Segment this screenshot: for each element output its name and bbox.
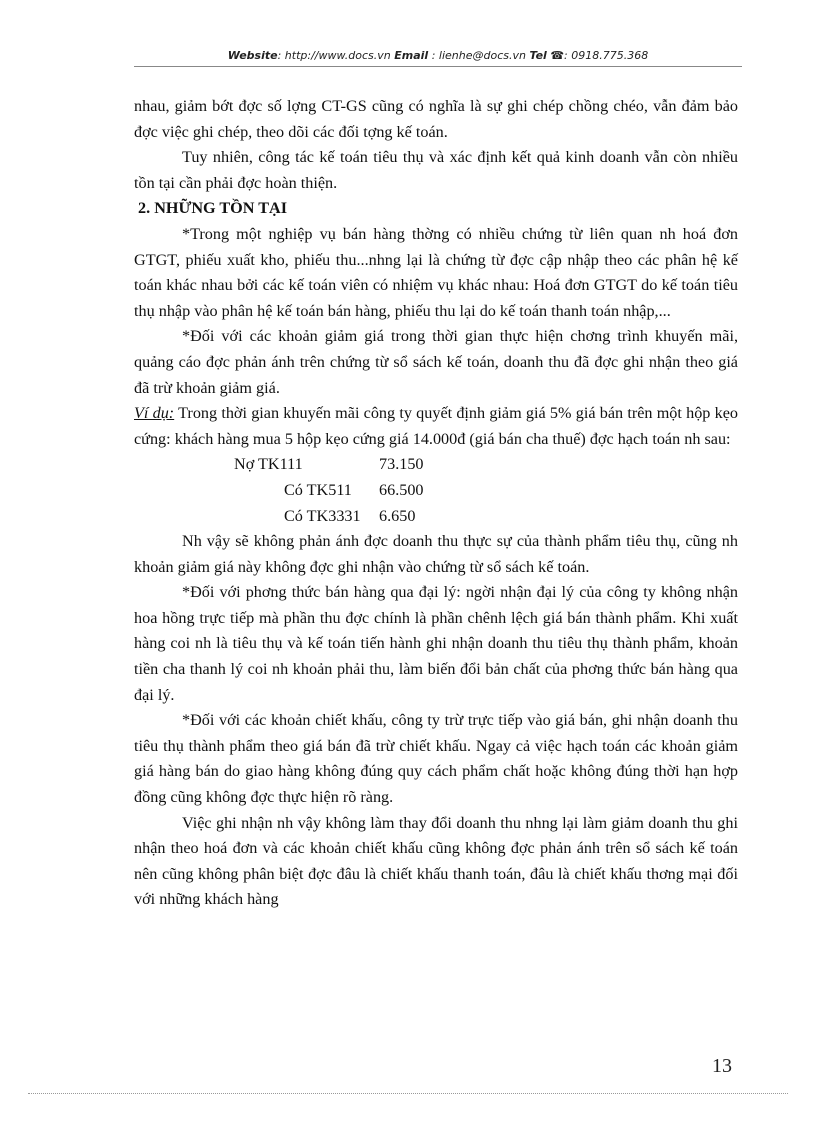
email-label: Email [394, 49, 429, 62]
paragraph-8: Việc ghi nhận nh vậy không làm thay đổi doanh thu nhng lại làm giảm doanh thu ghi nhận theo hoá đơn và các khoản chiết khấu cũng không đợc phản ánh trên sổ sách kế toán nên cũng không phân biệt đợc đâu là chiết khấu thanh toán, đâu là chiết khấu thơng mại đối với những khách hàng [134, 813, 738, 909]
entry-amount: 66.500 [379, 480, 424, 499]
entry-amount: 6.650 [379, 506, 416, 525]
website-link[interactable]: : http://www.docs.vn [277, 49, 395, 62]
paragraph-5: Nh vậy sẽ không phản ánh đợc doanh thu thực sự của thành phẩm tiêu thụ, cũng nh khoản giảm giá này không đợc ghi nhận vào chứng từ sổ sách kế toán. [134, 532, 738, 576]
paragraph-6: *Đối với phơng thức bán hàng qua đại lý: ngời nhận đại lý của công ty không nhận hoa hồng trực tiếp mà phần thu đợc chính là phần chênh lệch giá bán thành phẩm. Khi xuất hàng coi nh là tiêu thụ và kế toán tiến hành ghi nhận doanh thu tiêu thụ thành phẩm, khoản tiền cha thanh lý coi nh khoản phải thu, làm biến đổi bản chất của phơng thức bán hàng qua đại lý. [134, 583, 738, 704]
journal-entry [134, 504, 738, 530]
paragraph-4: *Đối với các khoản giảm giá trong thời gian thực hiện chơng trình khuyến mãi, quảng cáo đợc phản ánh trên chứng từ sổ sách kế toán, doanh thu đã đợc ghi nhận theo giá đã trừ khoản giảm giá. [134, 327, 738, 397]
entry-account: Có TK511 [284, 480, 352, 499]
paragraph-2: Tuy nhiên, công tác kế toán tiêu thụ và xác định kết quả kinh doanh vẫn còn nhiều tồn tại cần phải đợc hoàn thiện. [134, 148, 738, 192]
entry-amount: 73.150 [379, 455, 424, 474]
paragraph-7: *Đối với các khoản chiết khấu, công ty trừ trực tiếp vào giá bán, ghi nhận doanh thu tiêu thụ thành phẩm theo giá bán đã trừ chiết khấu. Ngay cả việc hạch toán các khoản giảm giá hàng bán do giao hàng không đúng quy cách phẩm chất hoặc không đúng thời hạn hợp đồng cũng không đợc thực hiện rõ ràng. [134, 711, 738, 807]
paragraph-3: *Trong một nghiệp vụ bán hàng thờng có nhiều chứng từ liên quan nh hoá đơn GTGT, phiếu xuất kho, phiếu thu...nhng lại là chứng từ đợc cập nhập theo các phân hệ kế toán khác nhau bởi các kế toán viên có nhiệm vụ khác nhau: Hoá đơn GTGT do kế toán tiêu thụ nhập vào phân hệ kế toán bán hàng, phiếu thu lại do kế toán thanh toán nhập,... [134, 224, 738, 320]
header-divider [134, 66, 742, 67]
entry-account: Nợ TK111 [234, 455, 303, 474]
example-label: Ví dụ: [134, 404, 175, 423]
phone-icon: ☎ [550, 49, 565, 62]
section-heading: 2. NHỮNG TỒN TẠI [138, 199, 288, 218]
entry-account: Có TK3331 [284, 506, 361, 525]
email-link[interactable]: : lienhe@docs.vn [428, 49, 530, 62]
tel-label: Tel [529, 49, 547, 62]
document-body [134, 94, 738, 913]
footer-divider [28, 1093, 788, 1094]
journal-entry [134, 452, 738, 478]
journal-entry [134, 478, 738, 504]
example-paragraph [134, 401, 738, 452]
tel-value: : 0918.775.368 [564, 49, 649, 62]
page-number: 13 [712, 1055, 732, 1077]
paragraph-1: nhau, giảm bớt đợc số lợng CT-GS cũng có nghĩa là sự ghi chép chồng chéo, vẫn đảm bảo đợc việc ghi chép, theo dõi các đối tợng kế toán. [134, 97, 738, 141]
website-label: Website [227, 49, 278, 62]
page-header [134, 49, 742, 62]
example-text: Trong thời gian khuyến mãi công ty quyết định giảm giá 5% giá bán trên một hộp kẹo cứng: khách hàng mua 5 hộp kẹo cứng giá 14.000đ (giá bán cha thuế) đợc hạch toán nh sau: [134, 404, 738, 448]
